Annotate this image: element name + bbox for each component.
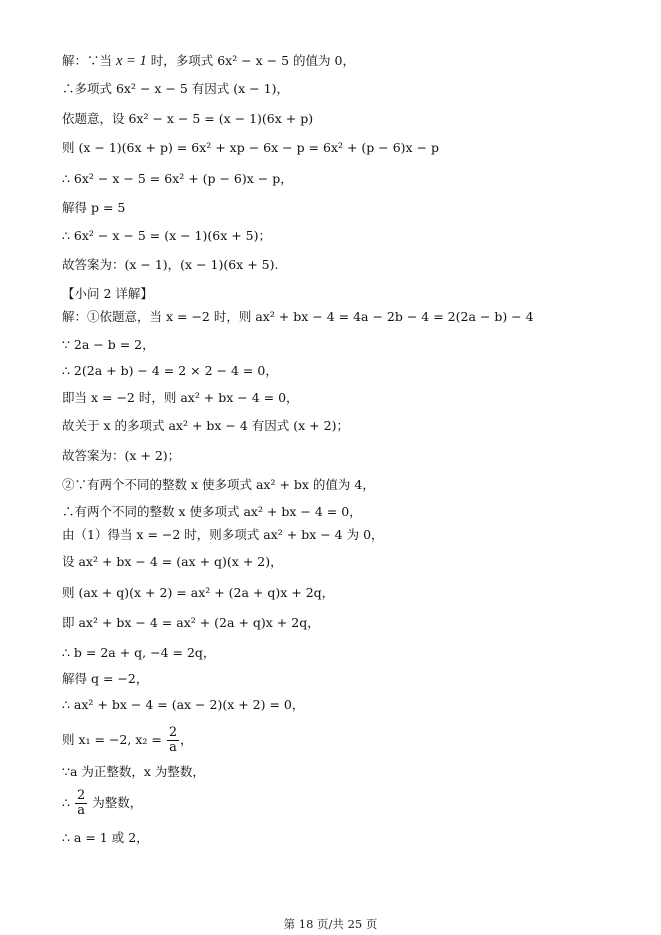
text-line: 解：∵当 x = 1 时，多项式 6x² − x − 5 的值为 0， (62, 53, 355, 69)
text-line: 依题意，设 6x² − x − 5 = (x − 1)(6x + p) (62, 111, 314, 126)
text-line: ∴ 6x² − x − 5 = (x − 1)(6x + 5)； (62, 228, 272, 243)
text-line: ②∵有两个不同的整数 x 使多项式 ax² + bx 的值为 4， (62, 477, 375, 492)
text-line: ∴ b = 2a + q, −4 = 2q， (62, 645, 216, 660)
text-line: ∴有两个不同的整数 x 使多项式 ax² + bx − 4 = 0， (62, 504, 362, 519)
text-line: ∴ $\frac{2}{a}$ 为整数， (62, 788, 143, 818)
text-line: 则 (ax + q)(x + 2) = ax² + (2a + q)x + 2q， (62, 585, 335, 600)
text-line: 即当 x = −2 时，则 ax² + bx − 4 = 0， (62, 390, 299, 405)
text-line: 即 ax² + bx − 4 = ax² + (2a + q)x + 2q， (62, 615, 320, 630)
text-line: 解得 p = 5 (62, 200, 126, 215)
text-line: ∵ 2a − b = 2， (62, 337, 155, 352)
text-line: ∴多项式 6x² − x − 5 有因式 (x − 1)， (62, 81, 289, 96)
text-line: 则 x₁ = −2, x₂ = $\frac{2}{a}$ ， (62, 725, 193, 755)
text-line: ∴ ax² + bx − 4 = (ax − 2)(x + 2) = 0， (62, 697, 305, 712)
fraction: $\frac{2}{a}$ (168, 725, 178, 755)
text-line: 故关于 x 的多项式 ax² + bx − 4 有因式 (x + 2)； (62, 418, 349, 433)
text-line: ∴ 2(2a + b) − 4 = 2 × 2 − 4 = 0， (62, 363, 278, 378)
text-line: 故答案为：(x − 1)，(x − 1)(6x + 5). (62, 257, 279, 272)
section-heading: 【小问 2 详解】 (62, 286, 153, 301)
text-line: 由（1）得当 x = −2 时，则多项式 ax² + bx − 4 为 0， (62, 527, 384, 542)
text-line: ∵a 为正整数，x 为整数， (62, 764, 205, 779)
fraction: $\frac{2}{a}$ (76, 788, 86, 818)
text-line: ∴ 6x² − x − 5 = 6x² + (p − 6)x − p， (62, 171, 293, 186)
text-line: 设 ax² + bx − 4 = (ax + q)(x + 2)， (62, 554, 283, 569)
text-line: 解得 q = −2， (62, 671, 149, 686)
page-footer: 第 18 页/共 25 页 (283, 917, 378, 931)
text-line: 故答案为：(x + 2)； (62, 448, 181, 463)
text-line: 解：①依题意，当 x = −2 时，则 ax² + bx − 4 = 4a − 2b − 4 = 2(2a − b) − 4 (62, 309, 534, 324)
text-line: ∴ a = 1 或 2， (62, 830, 149, 845)
text-line: 则 (x − 1)(6x + p) = 6x² + xp − 6x − p = 6x² + (p − 6)x − p (62, 140, 440, 155)
